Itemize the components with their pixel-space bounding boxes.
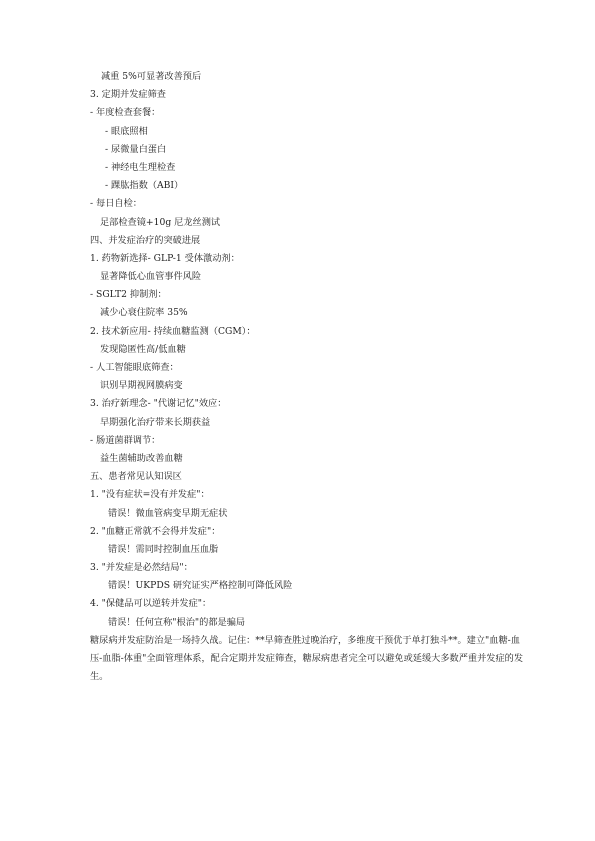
text-line: - 肠道菌群调节： xyxy=(90,434,161,446)
text-line: - 尿微量白蛋白 xyxy=(105,143,167,155)
text-line: - 神经电生理检查 xyxy=(105,161,176,173)
text-line: 错误！需同时控制血压血脂 xyxy=(108,543,219,555)
text-line: - 眼底照相 xyxy=(105,125,148,137)
text-line: - 年度检查套餐： xyxy=(90,107,161,119)
text-line: - 踝肱指数（ABI） xyxy=(105,180,184,192)
text-line: 减重 5%可显著改善预后 xyxy=(101,71,202,82)
text-line: 四、并发症治疗的突破进展 xyxy=(90,234,201,246)
text-line: 五、患者常见认知误区 xyxy=(90,471,182,483)
text-line: 足部检查镜+10g 尼龙丝测试 xyxy=(100,216,221,228)
text-line: 3. "并发症是必然结局"： xyxy=(90,562,193,574)
text-line: 益生菌辅助改善血糖 xyxy=(100,452,183,464)
summary-paragraph: 糖尿病并发症防治是一场持久战。记住：**早筛查胜过晚治疗，多维度干预优于单打独斗**。建立"血糖-血压-血脂-体重"全面管理体系，配合定期并发症筛查，糖尿病患者完全可以避免或延缓大多数严重并发症的发生。 xyxy=(90,634,524,683)
text-line: 3. 定期并发症筛查 xyxy=(90,89,166,101)
text-line: - SGLT2 抑制剂： xyxy=(90,289,167,301)
document-body xyxy=(0,68,595,686)
text-line: 1. "没有症状=没有并发症"： xyxy=(90,489,210,501)
text-line: 早期强化治疗带来长期获益 xyxy=(100,416,211,428)
text-line: - 每日自检： xyxy=(90,198,142,210)
text-line: 错误！微血管病变早期无症状 xyxy=(108,507,228,519)
text-line: 错误！UKPDS 研究证实严格控制可降低风险 xyxy=(108,580,293,592)
text-line: - 人工智能眼底筛查： xyxy=(90,362,179,373)
text-line: 4. "保健品可以逆转并发症"： xyxy=(90,598,212,610)
text-line: 识别早期视网膜病变 xyxy=(100,380,183,392)
text-line: 1. 药物新选择- GLP-1 受体激动剂： xyxy=(90,252,240,264)
text-line: 显著降低心血管事件风险 xyxy=(100,271,202,283)
text-line: 3. 治疗新理念- "代谢记忆"效应： xyxy=(90,398,227,410)
text-line: 发现隐匿性高/低血糖 xyxy=(100,343,186,355)
text-line: 2. 技术新应用- 持续血糖监测（CGM）： xyxy=(90,325,256,337)
text-line: 错误！任何宣称"根治"的都是骗局 xyxy=(108,616,246,628)
text-line: 减少心衰住院率 35% xyxy=(100,307,188,319)
text-line: 2. "血糖正常就不会得并发症"： xyxy=(90,525,221,537)
